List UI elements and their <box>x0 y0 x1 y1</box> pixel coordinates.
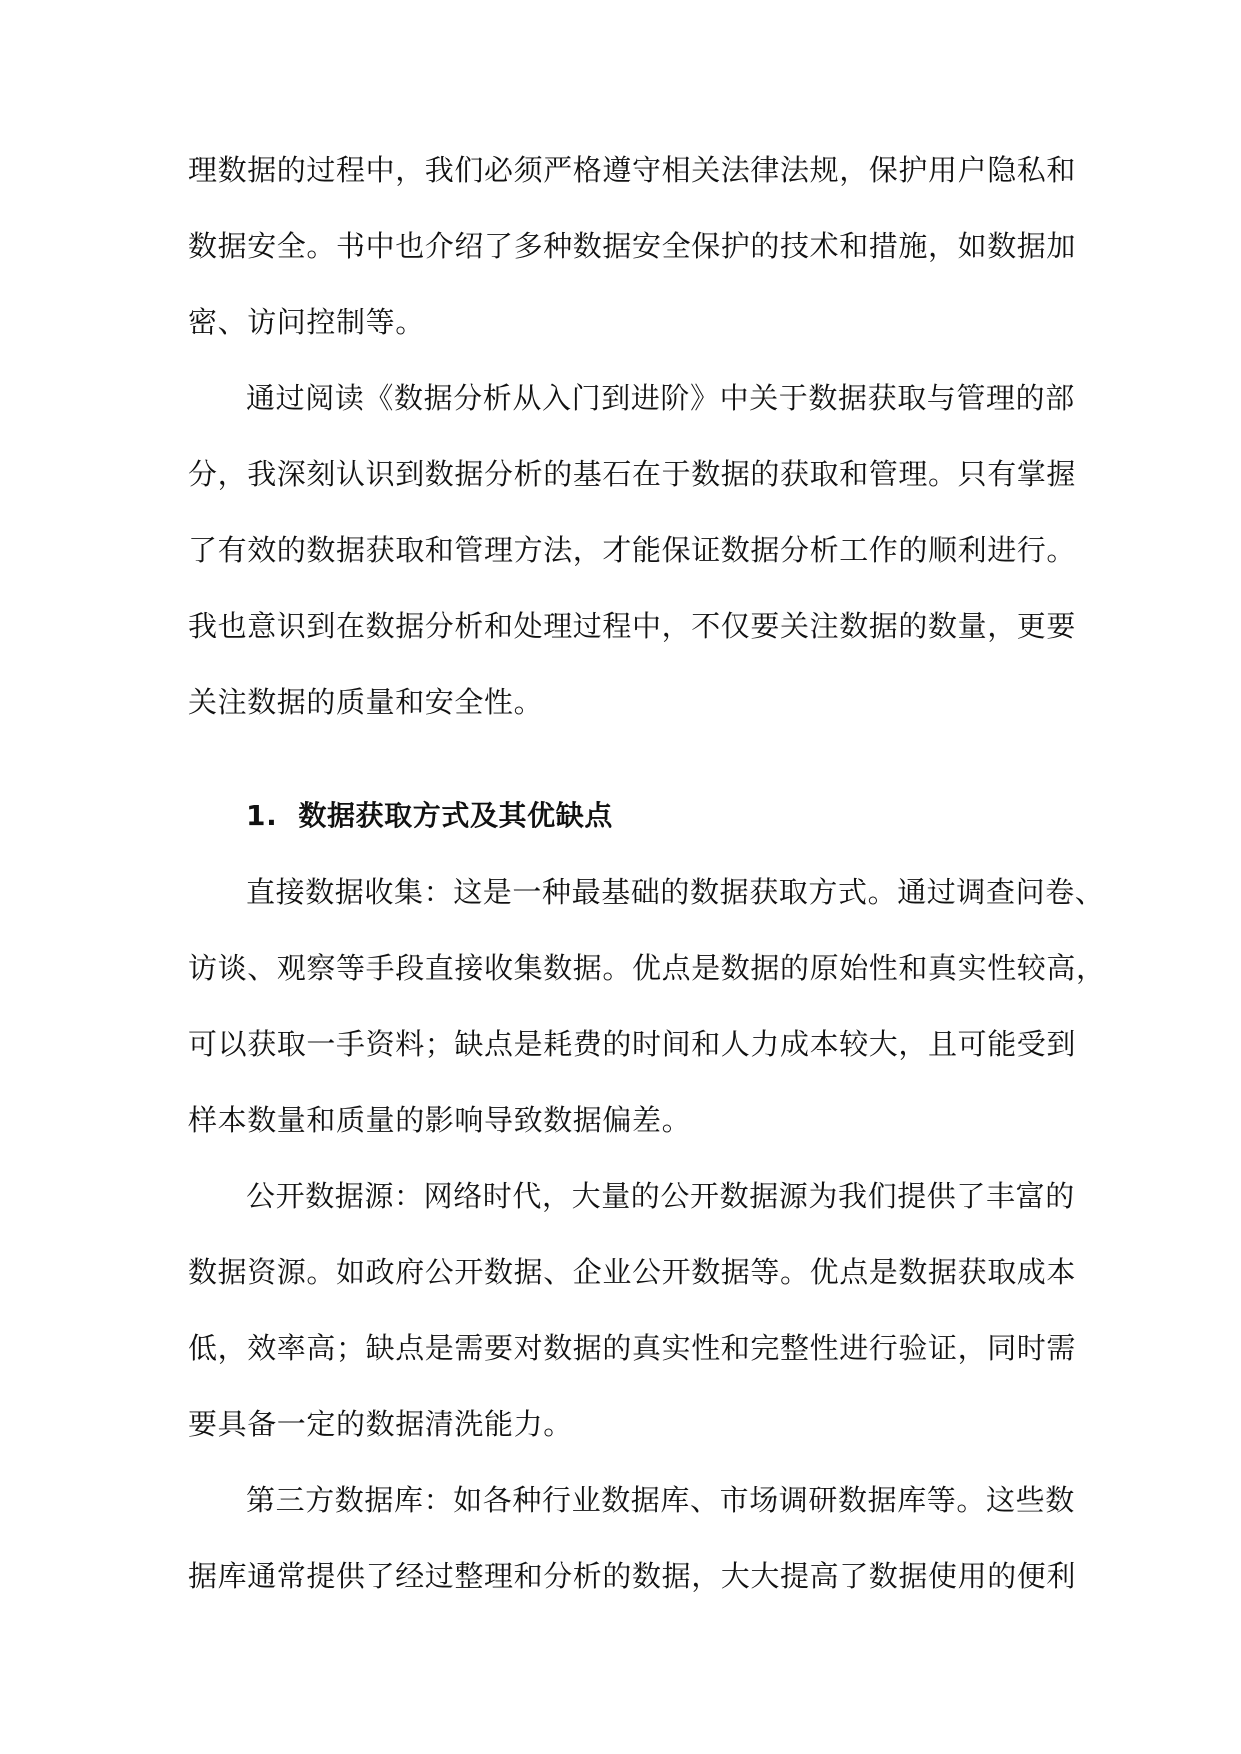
paragraph-line: 理数据的过程中，我们必须严格遵守相关法律法规，保护用户隐私和 <box>188 153 1077 187</box>
paragraph-line: 低，效率高；缺点是需要对数据的真实性和完整性进行验证，同时需 <box>188 1331 1077 1365</box>
section-heading <box>188 778 1058 854</box>
paragraph-line: 样本数量和质量的影响导致数据偏差。 <box>188 1103 692 1137</box>
paragraph-public-data <box>188 1158 1077 1462</box>
paragraph-privacy-security <box>188 132 1077 360</box>
paragraph-line: 数据资源。如政府公开数据、企业公开数据等。优点是数据获取成本 <box>188 1255 1077 1289</box>
section-heading-title: 数据获取方式及其优缺点 <box>298 799 613 832</box>
paragraph-third-party-databases <box>188 1462 1077 1614</box>
paragraph-line: 我也意识到在数据分析和处理过程中，不仅要关注数据的数量，更要 <box>188 609 1077 643</box>
paragraph-line: 要具备一定的数据清洗能力。 <box>188 1407 573 1441</box>
paragraph-line: 可以获取一手资料；缺点是耗费的时间和人力成本较大，且可能受到 <box>188 1027 1077 1061</box>
paragraph-line: 访谈、观察等手段直接收集数据。优点是数据的原始性和真实性较高， <box>188 951 1106 985</box>
paragraph-line: 分，我深刻认识到数据分析的基石在于数据的获取和管理。只有掌握 <box>188 457 1077 491</box>
paragraph-line: 数据安全。书中也介绍了多种数据安全保护的技术和措施，如数据加 <box>188 229 1077 263</box>
section-heading-number: 1. <box>246 799 278 832</box>
document-body <box>188 132 1106 1614</box>
paragraph-line: 公开数据源：网络时代，大量的公开数据源为我们提供了丰富的 <box>246 1179 1075 1213</box>
paragraph-line: 了有效的数据获取和管理方法，才能保证数据分析工作的顺利进行。 <box>188 533 1077 567</box>
paragraph-line: 据库通常提供了经过整理和分析的数据，大大提高了数据使用的便利 <box>188 1559 1077 1593</box>
paragraph-line: 密、访问控制等。 <box>188 305 425 339</box>
paragraph-line: 直接数据收集：这是一种最基础的数据获取方式。通过调查问卷、 <box>246 875 1105 909</box>
paragraph-reading-reflection <box>188 360 1077 740</box>
paragraph-line: 通过阅读《数据分析从入门到进阶》中关于数据获取与管理的部 <box>246 381 1075 415</box>
paragraph-line: 第三方数据库：如各种行业数据库、市场调研数据库等。这些数 <box>246 1483 1075 1517</box>
paragraph-direct-collection <box>188 854 1106 1158</box>
paragraph-line: 关注数据的质量和安全性。 <box>188 685 544 719</box>
